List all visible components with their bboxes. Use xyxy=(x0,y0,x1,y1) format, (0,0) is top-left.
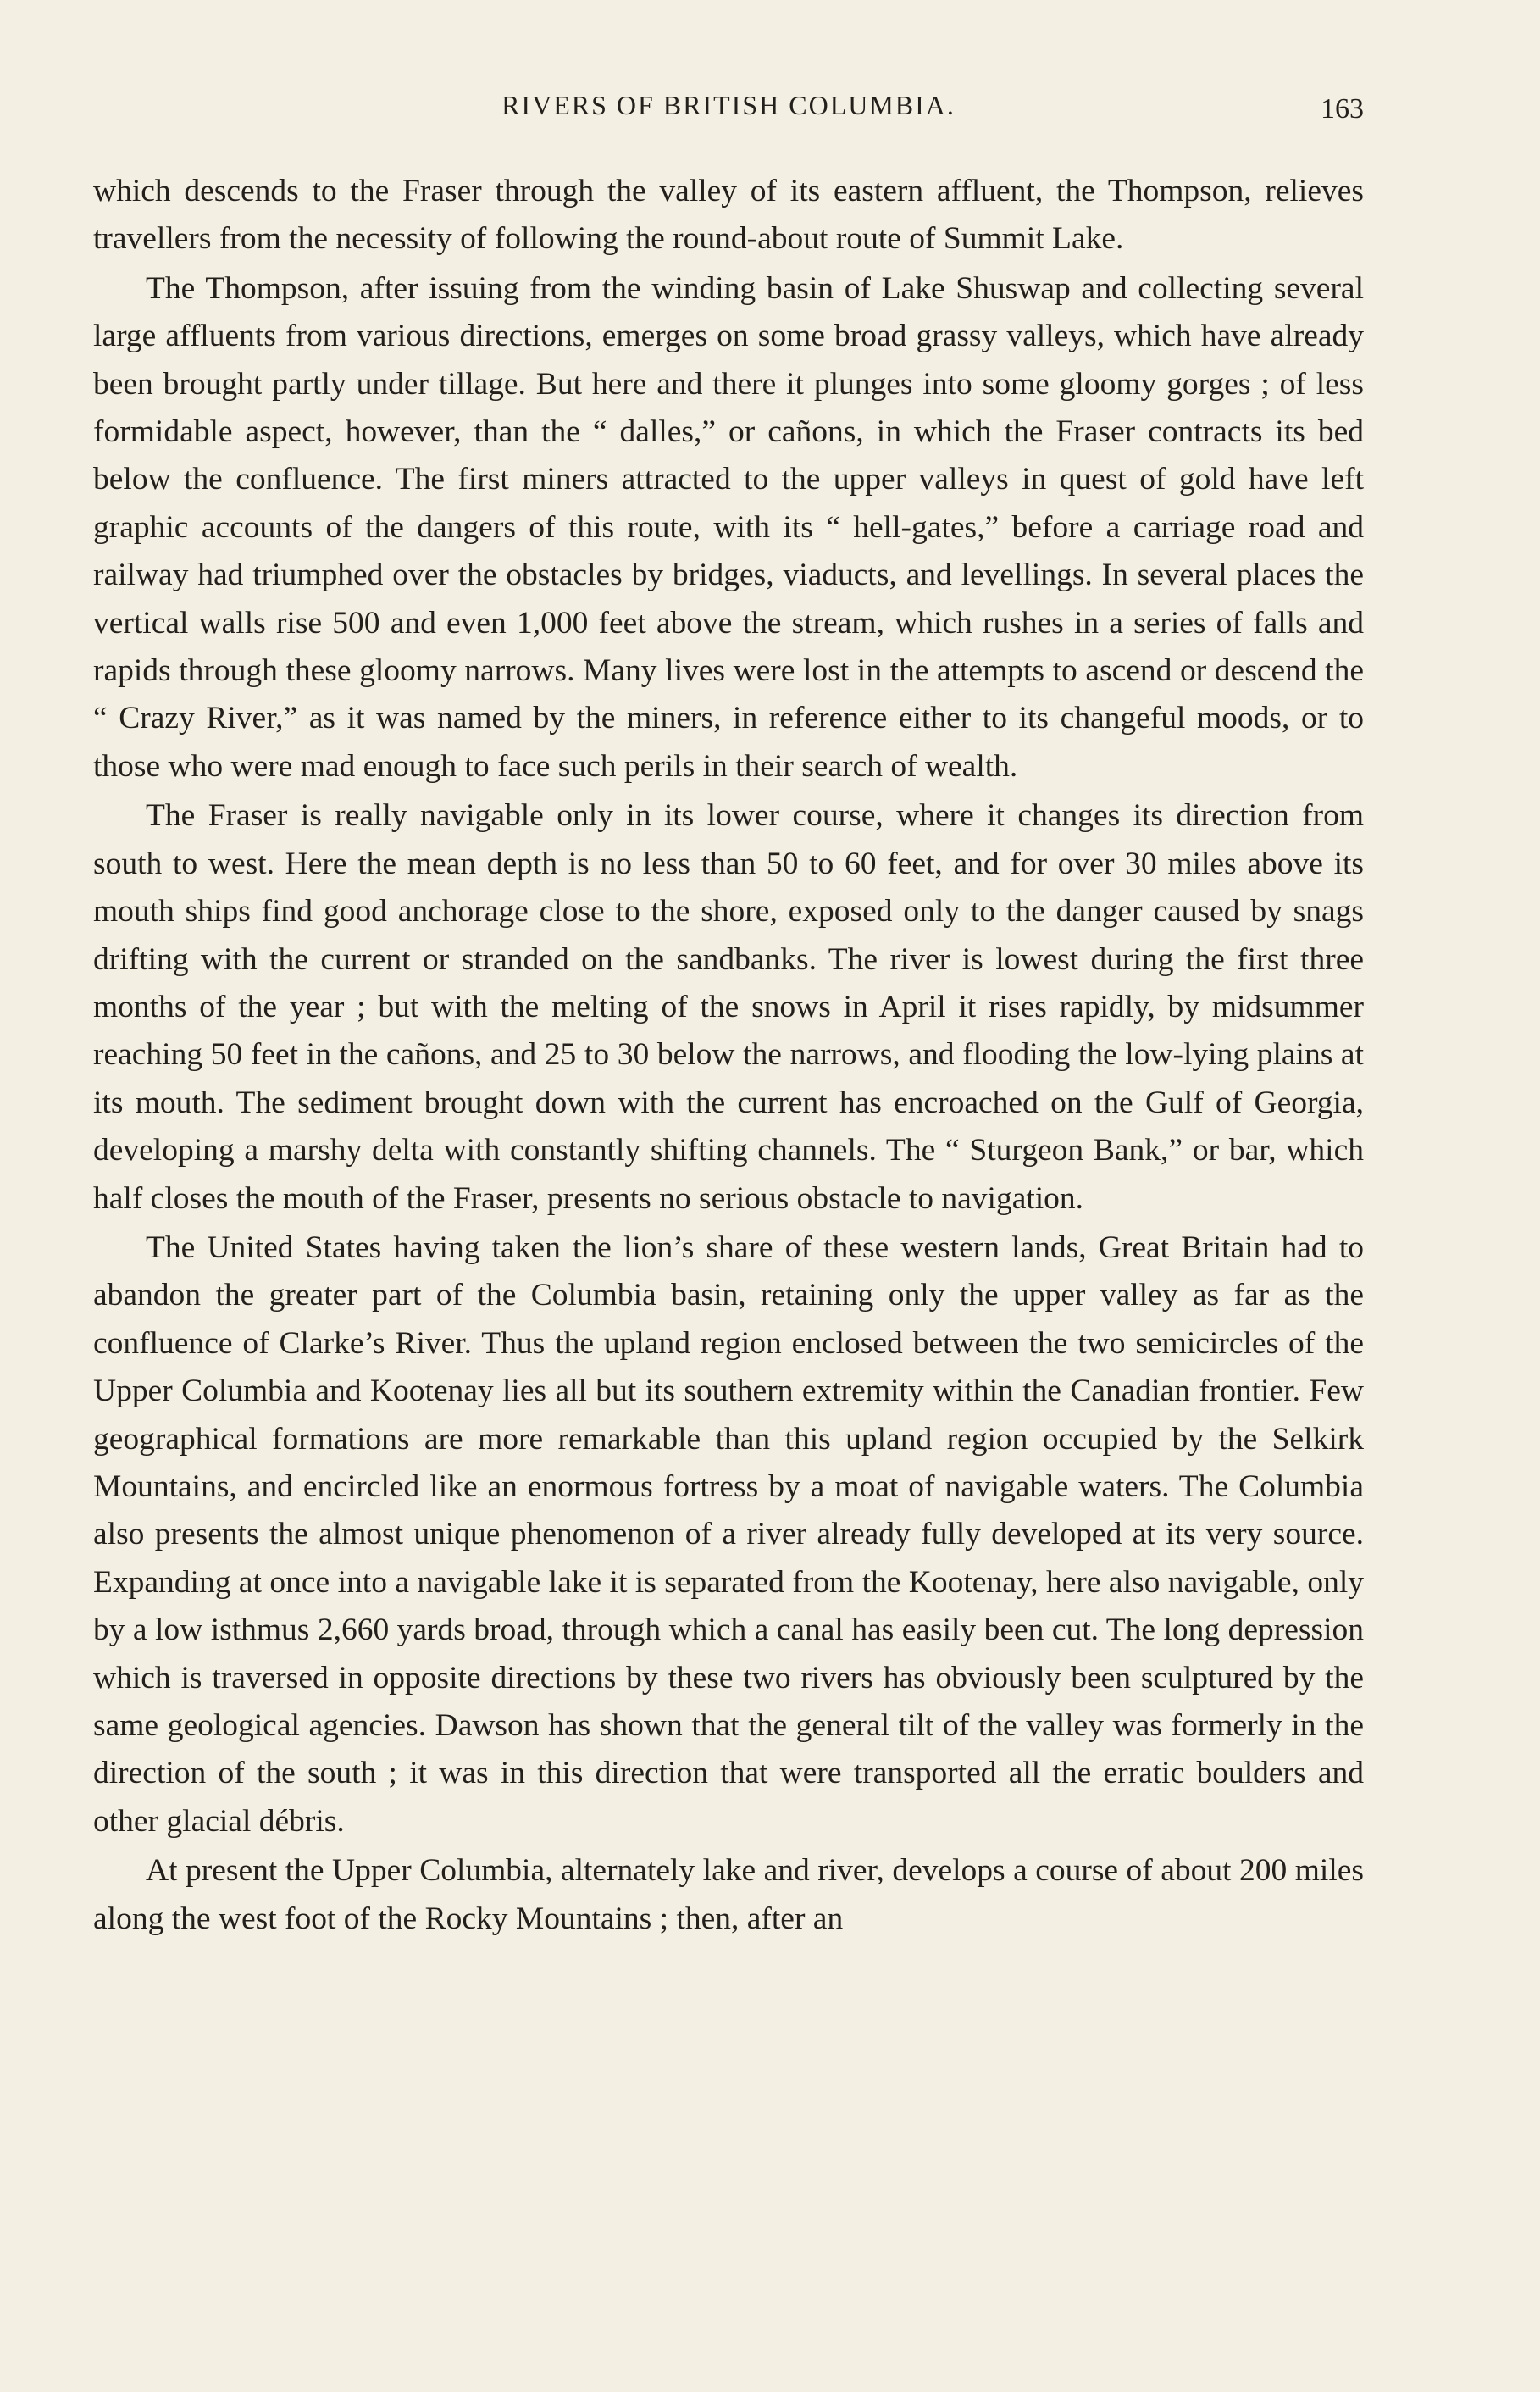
running-head xyxy=(93,90,1364,134)
running-title: RIVERS OF BRITISH COLUMBIA. xyxy=(501,90,956,120)
paragraph-upper-columbia: At present the Upper Columbia, alternately lake and river, develops a course of about 200 miles along the west foot of the Rocky Mountains ; then, after an xyxy=(93,1853,1364,1936)
page-number: 163 xyxy=(1321,93,1364,125)
paragraph-fraser-navigation: The Fraser is really navigable only in its lower course, where it changes its direction from south to west. Here the mean depth is no less than 50 to 60 feet, and for over 30 miles above its mouth ships find good anchorage close to the shore, exposed only to the danger caused by snags drifting with the current or stranded on the sandbanks. The river is lowest during the first three months of the year ; but with the melting of the snows in April it rises rapidly, by midsummer reaching 50 feet in the cañons, and 25 to 30 below the narrows, and flooding the low-lying plains at its mouth. The sediment brought down with the current has encroached on the Gulf of Georgia, developing a marshy delta with constantly shifting channels. The “ Sturgeon Bank,” or bar, which half closes the mouth of the Fraser, presents no serious obstacle to navigation. xyxy=(93,798,1364,1216)
paragraph-continued: which descends to the Fraser through the valley of its eastern affluent, the Thompson, relieves travellers from the necessity of following the round-about route of Summit Lake. xyxy=(93,174,1364,257)
paragraph-columbia-basin: The United States having taken the lion’s share of these western lands, Great Britain had to abandon the greater part of the Columbia basin, retaining only the upper valley as far as the confluence of Clarke’s River. Thus the upland region enclosed between the two semicircles of the Upper Columbia and Kootenay lies all but its southern extremity within the Canadian frontier. Few geographical formations are more remarkable than this upland region occupied by the Selkirk Mountains, and encircled like an enormous fortress by a moat of navigable waters. The Columbia also presents the almost unique phenomenon of a river already fully developed at its very source. Expanding at once into a navigable lake it is separated from the Kootenay, here also navigable, only by a low isthmus 2,660 yards broad, through which a canal has easily been cut. The long depression which is traversed in opposite directions by these two rivers has obviously been sculptured by the same geological agencies. Dawson has shown that the general tilt of the valley was formerly in the direction of the south ; it was in this direction that were transported all the erratic boulders and other glacial débris. xyxy=(93,1229,1364,1839)
body-text xyxy=(93,168,1364,1945)
paragraph-thompson: The Thompson, after issuing from the winding basin of Lake Shuswap and collecting several large affluents from various directions, emerges on some broad grassy valleys, which have already been brought partly under tillage. But here and there it plunges into some gloomy gorges ; of less formidable aspect, however, than the “ dalles,” or cañons, in which the Fraser contracts its bed below the confluence. The first miners attracted to the upper valleys in quest of gold have left graphic accounts of the dangers of this route, with its “ hell-gates,” before a carriage road and railway had triumphed over the obstacles by bridges, viaducts, and levellings. In several places the vertical walls rise 500 and even 1,000 feet above the stream, which rushes in a series of falls and rapids through these gloomy narrows. Many lives were lost in the attempts to ascend or descend the “ Crazy River,” as it was named by the miners, in reference either to its changeful moods, or to those who were mad enough to face such perils in their search of wealth. xyxy=(93,270,1364,784)
